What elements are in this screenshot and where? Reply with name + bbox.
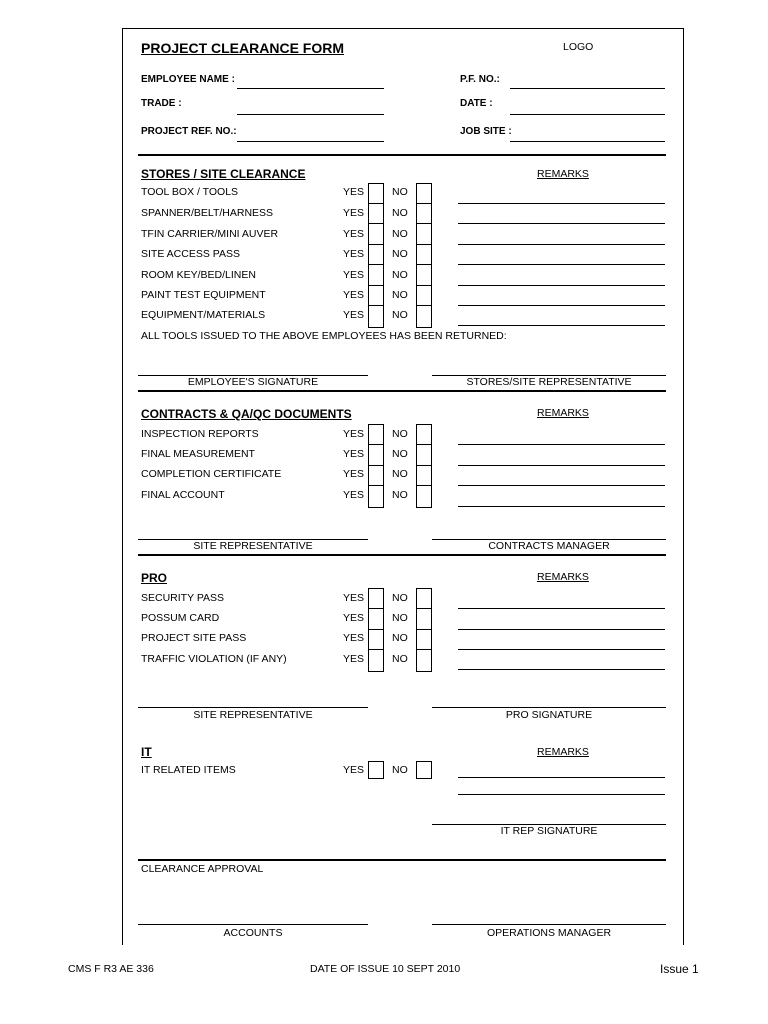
checkbox-divider bbox=[368, 485, 384, 486]
no-label: NO bbox=[392, 764, 408, 776]
remarks-line[interactable] bbox=[458, 649, 665, 650]
issue-date: DATE OF ISSUE 10 SEPT 2010 bbox=[310, 963, 461, 975]
yes-label: YES bbox=[343, 653, 365, 665]
trade-label: TRADE : bbox=[141, 98, 182, 109]
employee-name-field[interactable] bbox=[237, 88, 384, 89]
remarks-line[interactable] bbox=[458, 794, 665, 795]
yes-label: YES bbox=[343, 448, 365, 460]
checkbox-divider bbox=[368, 444, 384, 445]
stores-item: SITE ACCESS PASS bbox=[141, 248, 241, 260]
pro-remarks-heading: REMARKS bbox=[537, 571, 589, 583]
yes-label: YES bbox=[343, 289, 365, 301]
it-rep-signature-label: IT REP SIGNATURE bbox=[500, 825, 598, 837]
checkbox-divider bbox=[368, 649, 384, 650]
no-label: NO bbox=[392, 228, 408, 240]
yes-label: YES bbox=[343, 269, 365, 281]
stores-item: EQUIPMENT/MATERIALS bbox=[141, 309, 266, 321]
no-label: NO bbox=[392, 289, 408, 301]
signature-line[interactable] bbox=[138, 924, 368, 925]
no-checkbox-column[interactable] bbox=[416, 183, 432, 328]
contracts-item: INSPECTION REPORTS bbox=[141, 428, 259, 440]
no-label: NO bbox=[392, 592, 408, 604]
checkbox-divider bbox=[416, 223, 432, 224]
yes-label: YES bbox=[343, 207, 365, 219]
yes-label: YES bbox=[343, 309, 365, 321]
project-ref-field[interactable] bbox=[237, 141, 384, 142]
stores-representative-label: STORES/SITE REPRESENTATIVE bbox=[466, 376, 632, 388]
form-border bbox=[122, 28, 684, 945]
checkbox-divider bbox=[368, 608, 384, 609]
pro-item: POSSUM CARD bbox=[141, 612, 220, 624]
no-label: NO bbox=[392, 612, 408, 624]
contracts-manager-label: CONTRACTS MANAGER bbox=[488, 540, 610, 552]
signature-line[interactable] bbox=[432, 707, 666, 708]
signature-line[interactable] bbox=[138, 707, 368, 708]
date-label: DATE : bbox=[460, 98, 493, 109]
no-label: NO bbox=[392, 448, 408, 460]
checkbox-divider bbox=[416, 465, 432, 466]
yes-label: YES bbox=[343, 632, 365, 644]
checkbox-divider bbox=[368, 244, 384, 245]
remarks-line[interactable] bbox=[458, 285, 665, 286]
yes-label: YES bbox=[343, 468, 365, 480]
no-label: NO bbox=[392, 489, 408, 501]
pro-signature-label: PRO SIGNATURE bbox=[505, 709, 593, 721]
clearance-approval-title: CLEARANCE APPROVAL bbox=[141, 863, 264, 875]
project-ref-label: PROJECT REF. NO.: bbox=[141, 126, 237, 137]
stores-item: TOOL BOX / TOOLS bbox=[141, 186, 239, 198]
yes-label: YES bbox=[343, 428, 365, 440]
remarks-line[interactable] bbox=[458, 629, 665, 630]
no-label: NO bbox=[392, 269, 408, 281]
employee-name-label: EMPLOYEE NAME : bbox=[141, 74, 235, 85]
yes-checkbox-column[interactable] bbox=[368, 183, 384, 328]
no-label: NO bbox=[392, 468, 408, 480]
yes-label: YES bbox=[343, 228, 365, 240]
checkbox-divider bbox=[368, 285, 384, 286]
form-code: CMS F R3 AE 336 bbox=[68, 963, 154, 975]
job-site-label: JOB SITE : bbox=[460, 126, 512, 137]
pro-section-title: PRO bbox=[141, 571, 168, 585]
checkbox-divider bbox=[368, 223, 384, 224]
checkbox-divider bbox=[416, 203, 432, 204]
pf-no-field[interactable] bbox=[510, 88, 665, 89]
yes-label: YES bbox=[343, 489, 365, 501]
operations-manager-label: OPERATIONS MANAGER bbox=[486, 927, 612, 939]
no-checkbox-column[interactable] bbox=[416, 424, 432, 508]
employee-signature-label: EMPLOYEE'S SIGNATURE bbox=[187, 376, 319, 388]
contracts-item: COMPLETION CERTIFICATE bbox=[141, 468, 282, 480]
stores-item: ROOM KEY/BED/LINEN bbox=[141, 269, 256, 281]
site-representative-label: SITE REPRESENTATIVE bbox=[193, 540, 313, 552]
no-label: NO bbox=[392, 428, 408, 440]
yes-label: YES bbox=[343, 186, 365, 198]
stores-item: SPANNER/BELT/HARNESS bbox=[141, 207, 274, 219]
remarks-line[interactable] bbox=[458, 203, 665, 204]
remarks-line[interactable] bbox=[458, 305, 665, 306]
logo-placeholder: LOGO bbox=[563, 41, 594, 53]
remarks-line[interactable] bbox=[458, 244, 665, 245]
pro-item: PROJECT SITE PASS bbox=[141, 632, 247, 644]
checkbox-divider bbox=[416, 608, 432, 609]
remarks-line[interactable] bbox=[458, 264, 665, 265]
stores-item: TFIN CARRIER/MINI AUVER bbox=[141, 228, 279, 240]
stores-item: PAINT TEST EQUIPMENT bbox=[141, 289, 266, 301]
remarks-line[interactable] bbox=[458, 485, 665, 486]
checkbox-divider bbox=[416, 649, 432, 650]
checkbox-divider bbox=[368, 264, 384, 265]
section-divider bbox=[138, 859, 666, 861]
pro-item: TRAFFIC VIOLATION (IF ANY) bbox=[141, 653, 287, 665]
remarks-line[interactable] bbox=[458, 506, 665, 507]
remarks-line[interactable] bbox=[458, 223, 665, 224]
date-field[interactable] bbox=[510, 114, 665, 115]
yes-checkbox-column[interactable] bbox=[368, 588, 384, 672]
section-divider bbox=[138, 554, 666, 556]
trade-field[interactable] bbox=[237, 114, 384, 115]
checkbox-divider bbox=[368, 629, 384, 630]
contracts-item: FINAL ACCOUNT bbox=[141, 489, 225, 501]
checkbox-divider bbox=[368, 203, 384, 204]
section-divider bbox=[138, 390, 666, 392]
section-divider bbox=[138, 154, 666, 156]
checkbox-divider bbox=[416, 629, 432, 630]
no-label: NO bbox=[392, 248, 408, 260]
no-checkbox-column[interactable] bbox=[416, 588, 432, 672]
yes-label: YES bbox=[343, 764, 365, 776]
yes-label: YES bbox=[343, 592, 365, 604]
it-no-checkbox[interactable] bbox=[416, 761, 432, 779]
remarks-line[interactable] bbox=[458, 608, 665, 609]
contracts-section-title: CONTRACTS & QA/QC DOCUMENTS bbox=[141, 407, 352, 421]
site-representative-label: SITE REPRESENTATIVE bbox=[193, 709, 313, 721]
remarks-line[interactable] bbox=[458, 325, 665, 326]
it-item: IT RELATED ITEMS bbox=[141, 764, 236, 776]
accounts-label: ACCOUNTS bbox=[223, 927, 283, 939]
remarks-line[interactable] bbox=[458, 669, 665, 670]
no-label: NO bbox=[392, 309, 408, 321]
remarks-line[interactable] bbox=[458, 777, 665, 778]
no-label: NO bbox=[392, 186, 408, 198]
no-label: NO bbox=[392, 653, 408, 665]
no-label: NO bbox=[392, 207, 408, 219]
job-site-field[interactable] bbox=[510, 141, 665, 142]
pro-item: SECURITY PASS bbox=[141, 592, 225, 604]
checkbox-divider bbox=[416, 444, 432, 445]
checkbox-divider bbox=[416, 285, 432, 286]
checkbox-divider bbox=[368, 305, 384, 306]
checkbox-divider bbox=[416, 244, 432, 245]
checkbox-divider bbox=[416, 264, 432, 265]
pf-no-label: P.F. NO.: bbox=[460, 74, 500, 85]
it-yes-checkbox[interactable] bbox=[368, 761, 384, 779]
tools-returned-statement: ALL TOOLS ISSUED TO THE ABOVE EMPLOYEES HAS BEEN RETURNED: bbox=[141, 330, 507, 342]
checkbox-divider bbox=[416, 305, 432, 306]
remarks-line[interactable] bbox=[458, 465, 665, 466]
checkbox-divider bbox=[416, 485, 432, 486]
form-title: PROJECT CLEARANCE FORM bbox=[141, 40, 345, 56]
checkbox-divider bbox=[368, 465, 384, 466]
it-remarks-heading: REMARKS bbox=[537, 746, 589, 758]
stores-section-title: STORES / SITE CLEARANCE bbox=[141, 167, 306, 181]
stores-remarks-heading: REMARKS bbox=[537, 168, 589, 180]
yes-label: YES bbox=[343, 248, 365, 260]
issue-number: Issue 1 bbox=[660, 962, 699, 976]
yes-label: YES bbox=[343, 612, 365, 624]
remarks-line[interactable] bbox=[458, 444, 665, 445]
no-label: NO bbox=[392, 632, 408, 644]
it-section-title: IT bbox=[141, 745, 152, 759]
yes-checkbox-column[interactable] bbox=[368, 424, 384, 508]
contracts-remarks-heading: REMARKS bbox=[537, 407, 589, 419]
contracts-item: FINAL MEASUREMENT bbox=[141, 448, 255, 460]
signature-line[interactable] bbox=[432, 924, 666, 925]
